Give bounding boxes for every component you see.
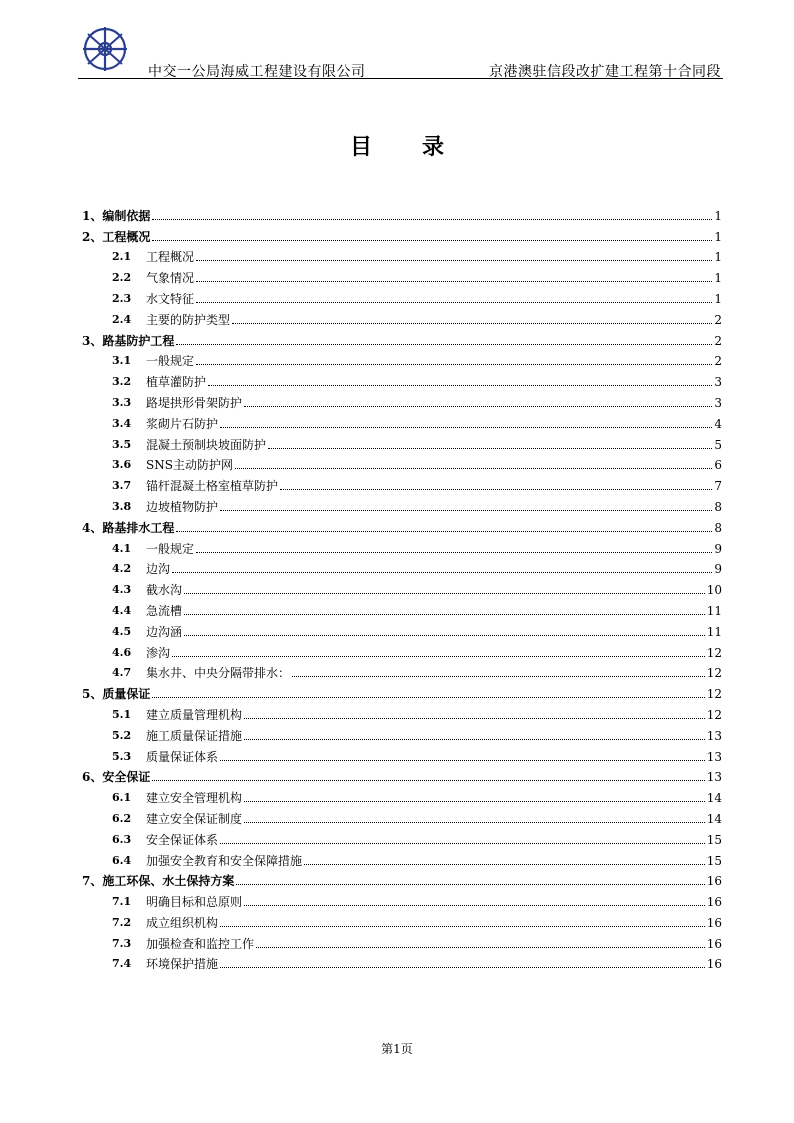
toc-entry-page: 3 — [714, 375, 722, 390]
toc-entry-page: 14 — [706, 791, 722, 806]
toc-entry[interactable] — [82, 951, 722, 972]
toc-entry-label: 加强安全教育和安全保障措施 — [146, 853, 303, 868]
toc-entry[interactable] — [82, 784, 722, 805]
toc-entry[interactable] — [82, 472, 722, 493]
toc-entry-label: 施工环保、水土保持方案 — [102, 874, 235, 889]
toc-entry-label: 加强检查和监控工作 — [146, 936, 255, 951]
toc-entry-label: 急流槽 — [146, 603, 183, 618]
toc-dot-leader — [292, 675, 705, 677]
toc-entry[interactable] — [82, 743, 722, 764]
toc-entry-page: 16 — [706, 915, 722, 930]
toc-entry-number: 4.7 — [112, 666, 132, 680]
toc-dot-leader — [152, 239, 712, 241]
toc-entry-page: 10 — [706, 583, 722, 598]
toc-entry[interactable] — [82, 576, 722, 597]
toc-dot-leader — [220, 842, 705, 844]
toc-dot-leader — [176, 343, 712, 345]
toc-entry-page: 13 — [706, 728, 722, 743]
toc-entry[interactable] — [82, 389, 722, 410]
toc-dot-leader — [220, 426, 712, 428]
toc-entry-number: 3.3 — [112, 395, 132, 409]
toc-entry[interactable] — [82, 368, 722, 389]
toc-entry-page: 2 — [714, 354, 722, 369]
toc-entry[interactable] — [82, 722, 722, 743]
toc-entry-number: 3.1 — [112, 354, 132, 368]
toc-entry[interactable] — [82, 431, 722, 452]
toc-dot-leader — [172, 655, 705, 657]
toc-entry-label: 边沟 — [146, 562, 171, 577]
toc-dot-leader — [220, 925, 705, 927]
toc-entry-number: 2.1 — [112, 250, 132, 264]
toc-entry-number: 7.4 — [112, 957, 132, 971]
toc-entry-number: 6.2 — [112, 811, 132, 825]
toc-entry[interactable] — [82, 493, 722, 514]
toc-entry-number: 6.4 — [112, 853, 132, 867]
toc-entry[interactable] — [82, 597, 722, 618]
toc-dot-leader — [152, 218, 712, 220]
toc-entry-page: 13 — [706, 770, 722, 785]
toc-entry-page: 12 — [706, 687, 722, 702]
toc-entry-page: 2 — [714, 333, 722, 348]
toc-entry-label: 边坡植物防护 — [146, 499, 219, 514]
toc-dot-leader — [196, 301, 712, 303]
toc-entry-page: 15 — [706, 832, 722, 847]
toc-entry-number: 3.8 — [112, 499, 132, 513]
toc-dot-leader — [196, 363, 712, 365]
toc-entry[interactable] — [82, 514, 722, 535]
toc-dot-leader — [172, 571, 712, 573]
toc-entry-page: 12 — [706, 666, 722, 681]
toc-dot-leader — [220, 509, 712, 511]
toc-dot-leader — [196, 280, 712, 282]
toc-entry-page: 3 — [714, 395, 722, 410]
toc-entry-page: 1 — [714, 271, 722, 286]
toc-entry[interactable] — [82, 264, 722, 285]
toc-dot-leader — [184, 592, 705, 594]
project-name: 京港澳驻信段改扩建工程第十合同段 — [489, 64, 721, 80]
toc-entry-label: 质量保证体系 — [146, 749, 219, 764]
toc-entry-label: 渗沟 — [146, 645, 171, 660]
toc-entry-page: 14 — [706, 811, 722, 826]
toc-entry-page: 11 — [706, 624, 722, 639]
toc-entry[interactable] — [82, 556, 722, 577]
toc-entry-number: 7.1 — [112, 895, 132, 909]
toc-entry-page: 1 — [714, 229, 722, 244]
toc-entry-label: 建立安全保证制度 — [146, 811, 243, 826]
toc-entry-number: 4.5 — [112, 624, 132, 638]
toc-entry[interactable] — [82, 680, 722, 701]
toc-dot-leader — [244, 405, 712, 407]
toc-entry-number: 3、 — [82, 333, 103, 348]
toc-entry-page: 13 — [706, 749, 722, 764]
toc-entry[interactable] — [82, 826, 722, 847]
toc-entry-number: 7、 — [82, 874, 103, 889]
toc-entry-number: 3.6 — [112, 458, 132, 472]
toc-entry-label: 安全保证 — [102, 770, 151, 785]
toc-entry[interactable] — [82, 535, 722, 556]
toc-entry-page: 9 — [714, 562, 722, 577]
toc-entry-label: 成立组织机构 — [146, 915, 219, 930]
toc-dot-leader — [256, 946, 705, 948]
toc-entry[interactable] — [82, 930, 722, 951]
toc-entry-number: 7.3 — [112, 936, 132, 950]
toc-entry[interactable] — [82, 452, 722, 473]
toc-entry[interactable] — [82, 847, 722, 868]
toc-entry-number: 4.2 — [112, 562, 132, 576]
toc-entry-page: 1 — [714, 208, 722, 223]
toc-entry-label: 质量保证 — [102, 687, 151, 702]
company-name: 中交一公局海威工程建设有限公司 — [148, 64, 366, 80]
toc-dot-leader — [232, 322, 712, 324]
toc-dot-leader — [184, 613, 705, 615]
toc-entry[interactable] — [82, 348, 722, 369]
toc-entry-number: 4、 — [82, 520, 103, 535]
toc-entry-label: 气象情况 — [146, 271, 195, 286]
toc-entry-label: 工程概况 — [102, 229, 151, 244]
toc-entry[interactable] — [82, 639, 722, 660]
toc-entry-number: 2.4 — [112, 312, 132, 326]
toc-entry[interactable] — [82, 909, 722, 930]
toc-entry-label: 施工质量保证措施 — [146, 728, 243, 743]
toc-entry[interactable] — [82, 701, 722, 722]
toc-entry-label: 一般规定 — [146, 541, 195, 556]
toc-entry-page: 12 — [706, 707, 722, 722]
toc-entry[interactable] — [82, 202, 722, 223]
toc-entry-label: 截水沟 — [146, 583, 183, 598]
toc-dot-leader — [196, 551, 712, 553]
toc-entry-page: 2 — [714, 312, 722, 327]
toc-entry-label: 浆砌片石防护 — [146, 416, 219, 431]
toc-entry-label: 主要的防护类型 — [146, 312, 231, 327]
toc-entry-page: 1 — [714, 291, 722, 306]
toc-entry[interactable] — [82, 285, 722, 306]
toc-entry-number: 7.2 — [112, 915, 132, 929]
toc-entry-label: 水文特征 — [146, 291, 195, 306]
toc-entry-label: SNS主动防护网 — [146, 458, 233, 473]
toc-entry-label: 路基防护工程 — [102, 333, 175, 348]
toc-entry-number: 6、 — [82, 770, 103, 785]
toc-entry-number: 4.3 — [112, 583, 132, 597]
toc-entry-number: 6.3 — [112, 832, 132, 846]
toc-entry-page: 16 — [706, 936, 722, 951]
toc-entry-number: 4.4 — [112, 603, 132, 617]
toc-dot-leader — [176, 530, 712, 532]
company-logo-icon — [78, 24, 132, 74]
toc-entry[interactable] — [82, 660, 722, 681]
toc-entry-label: 编制依据 — [102, 208, 151, 223]
toc-entry-number: 5.1 — [112, 707, 132, 721]
toc-entry-label: 路基排水工程 — [102, 520, 175, 535]
toc-entry-page: 8 — [714, 499, 722, 514]
toc-entry-page: 1 — [714, 250, 722, 265]
toc-entry-number: 3.5 — [112, 437, 132, 451]
toc-entry-number: 5、 — [82, 687, 103, 702]
toc-entry-number: 5.3 — [112, 749, 132, 763]
toc-dot-leader — [220, 759, 705, 761]
toc-entry-page: 8 — [714, 520, 722, 535]
toc-entry-page: 11 — [706, 603, 722, 618]
toc-entry-number: 5.2 — [112, 728, 132, 742]
toc-entry[interactable] — [82, 223, 722, 244]
toc-entry-label: 植草灌防护 — [146, 375, 207, 390]
toc-entry-number: 3.7 — [112, 479, 132, 493]
toc-entry-number: 1、 — [82, 208, 103, 223]
toc-dot-leader — [244, 800, 705, 802]
toc-entry-page: 6 — [714, 458, 722, 473]
toc-entry-page: 16 — [706, 895, 722, 910]
toc-entry-page: 9 — [714, 541, 722, 556]
toc-entry-label: 路堤拱形骨架防护 — [146, 395, 243, 410]
toc-dot-leader — [184, 634, 705, 636]
toc-entry-label: 边沟涵 — [146, 624, 183, 639]
toc-entry-number: 2、 — [82, 229, 103, 244]
toc-dot-leader — [208, 384, 712, 386]
toc-dot-leader — [304, 863, 705, 865]
toc-dot-leader — [244, 904, 705, 906]
toc-dot-leader — [196, 259, 712, 261]
toc-entry[interactable] — [82, 244, 722, 265]
toc-entry-label: 明确目标和总原则 — [146, 895, 243, 910]
page-title: 目录 — [349, 134, 494, 160]
toc-entry-label: 混凝土预制块坡面防护 — [146, 437, 267, 452]
toc-dot-leader — [244, 738, 705, 740]
toc-entry-number: 4.6 — [112, 645, 132, 659]
toc-dot-leader — [152, 696, 704, 698]
toc-entry[interactable] — [82, 888, 722, 909]
table-of-contents — [82, 202, 722, 971]
toc-entry-page: 16 — [706, 957, 722, 972]
toc-entry[interactable] — [82, 306, 722, 327]
toc-dot-leader — [268, 447, 712, 449]
toc-entry-page: 12 — [706, 645, 722, 660]
toc-entry-number: 3.2 — [112, 375, 132, 389]
toc-entry-page: 7 — [714, 479, 722, 494]
page-number: 第1页 — [381, 1042, 413, 1056]
toc-entry-number: 2.2 — [112, 271, 132, 285]
page-header — [78, 22, 723, 79]
toc-entry-label: 工程概况 — [146, 250, 195, 265]
toc-entry-label: 集水井、中央分隔带排水： — [146, 666, 291, 681]
toc-entry-page: 15 — [706, 853, 722, 868]
toc-entry[interactable] — [82, 618, 722, 639]
toc-entry-number: 4.1 — [112, 541, 132, 555]
toc-dot-leader — [220, 966, 705, 968]
toc-entry-number: 6.1 — [112, 791, 132, 805]
toc-entry-page: 4 — [714, 416, 722, 431]
toc-entry-label: 锚杆混凝土格室植草防护 — [146, 479, 279, 494]
toc-entry[interactable] — [82, 868, 722, 889]
toc-dot-leader — [280, 488, 712, 490]
toc-dot-leader — [244, 717, 705, 719]
toc-dot-leader — [152, 779, 704, 781]
toc-entry-number: 2.3 — [112, 291, 132, 305]
toc-dot-leader — [236, 883, 704, 885]
toc-dot-leader — [235, 467, 712, 469]
toc-entry-label: 一般规定 — [146, 354, 195, 369]
toc-entry[interactable] — [82, 805, 722, 826]
toc-entry-page: 16 — [706, 874, 722, 889]
toc-entry[interactable] — [82, 410, 722, 431]
toc-entry-label: 安全保证体系 — [146, 832, 219, 847]
toc-entry[interactable] — [82, 764, 722, 785]
toc-entry[interactable] — [82, 327, 722, 348]
toc-entry-label: 建立质量管理机构 — [146, 707, 243, 722]
toc-dot-leader — [244, 821, 705, 823]
toc-entry-label: 建立安全管理机构 — [146, 791, 243, 806]
toc-entry-label: 环境保护措施 — [146, 957, 219, 972]
toc-entry-page: 5 — [714, 437, 722, 452]
toc-entry-number: 3.4 — [112, 416, 132, 430]
